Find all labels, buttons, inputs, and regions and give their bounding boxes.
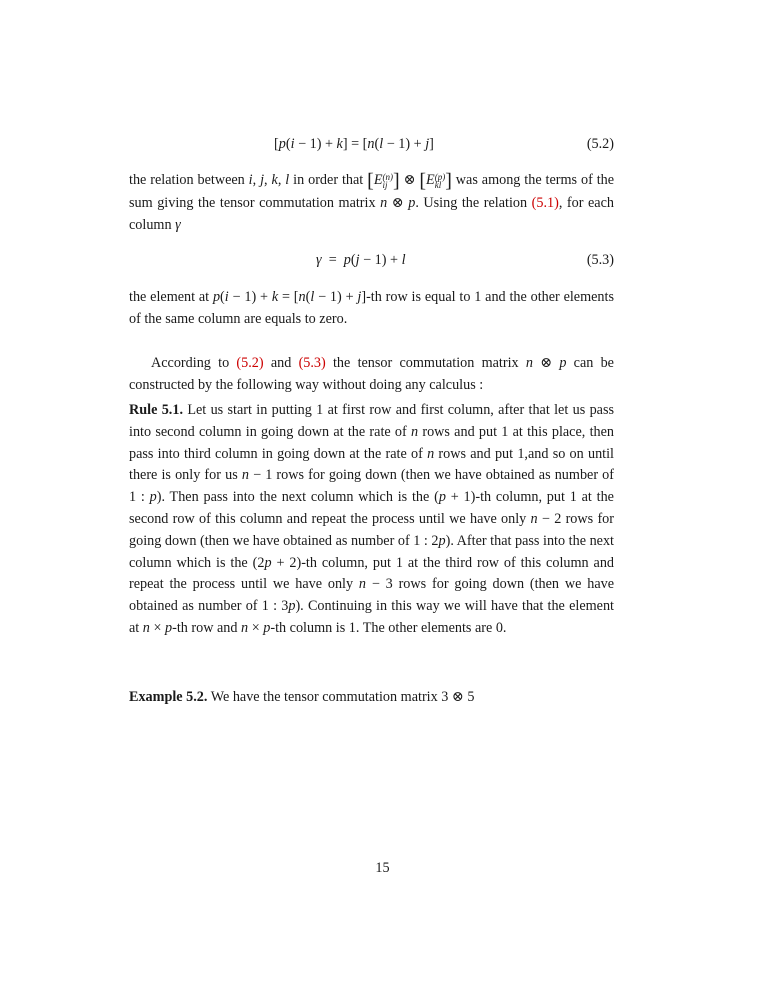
matrix-e-kl: [E (p) kl ]	[419, 170, 452, 192]
equation-5-3	[129, 252, 614, 274]
equation-reference-link[interactable]: (5.2)	[236, 355, 264, 371]
example-label: Example 5.2.	[129, 689, 208, 705]
paragraph-construction: According to (5.2) and (5.3) the tensor commutation matrix n ⊗ p can be constructed by the following way without doing any calculus :	[129, 355, 614, 393]
paragraph-element-position: the element at p(i − 1) + k = [n(l − 1) + j]-th row is equal to 1 and the other elements of the same column are equals to zero.	[129, 289, 614, 327]
equation-5-3-body: γ = p(j − 1) + l	[316, 252, 406, 268]
equation-5-2	[129, 136, 614, 158]
equation-number: (5.3)	[586, 252, 614, 268]
rule-label: Rule 5.1.	[129, 402, 183, 418]
example-5-2: Example 5.2. We have the tensor commutation matrix 3 ⊗ 5	[129, 689, 475, 705]
paragraph-relation: the relation between i, j, k, l in order that [E (n) ij ] ⊗ [E (p) kl ] was among the terms of the sum giving the tensor commutation matrix n ⊗ p. Using the relation (5.1), for each column γ	[129, 170, 615, 233]
equation-reference-link[interactable]: (5.1)	[531, 194, 559, 211]
rule-5-1: Rule 5.1. Let us start in putting 1 at first row and first column, after that let us pass into second column in going down at the rate of n rows and put 1 at this place, then pass into third column in going down at the rate of n rows and put 1,and so on until there is only for us n − 1 rows for going down (then we have obtained as number of 1 : p). Then pass into the next column which is the (p + 1)-th column, put 1 at the second row of this column and repeat the process until we have only n − 2 rows for going down (then we have obtained as number of 1 : 2p). After that pass into the next column which is the (2p + 2)-th column, put 1 at the third row of this column and repeat the process until we have only n − 3 rows for going down (then we have obtained as number of 1 : 3p). Continuing in this way we will have that the element at n × p-th row and n × p-th column is 1. The other elements are 0.	[129, 402, 615, 636]
equation-reference-link[interactable]: (5.3)	[298, 355, 326, 371]
page-number: 15	[375, 860, 390, 876]
equation-5-2-body: [p(i − 1) + k] = [n(l − 1) + j]	[274, 136, 434, 152]
matrix-e-ij: [E (n) ij ]	[367, 170, 400, 192]
equation-number: (5.2)	[586, 136, 614, 152]
